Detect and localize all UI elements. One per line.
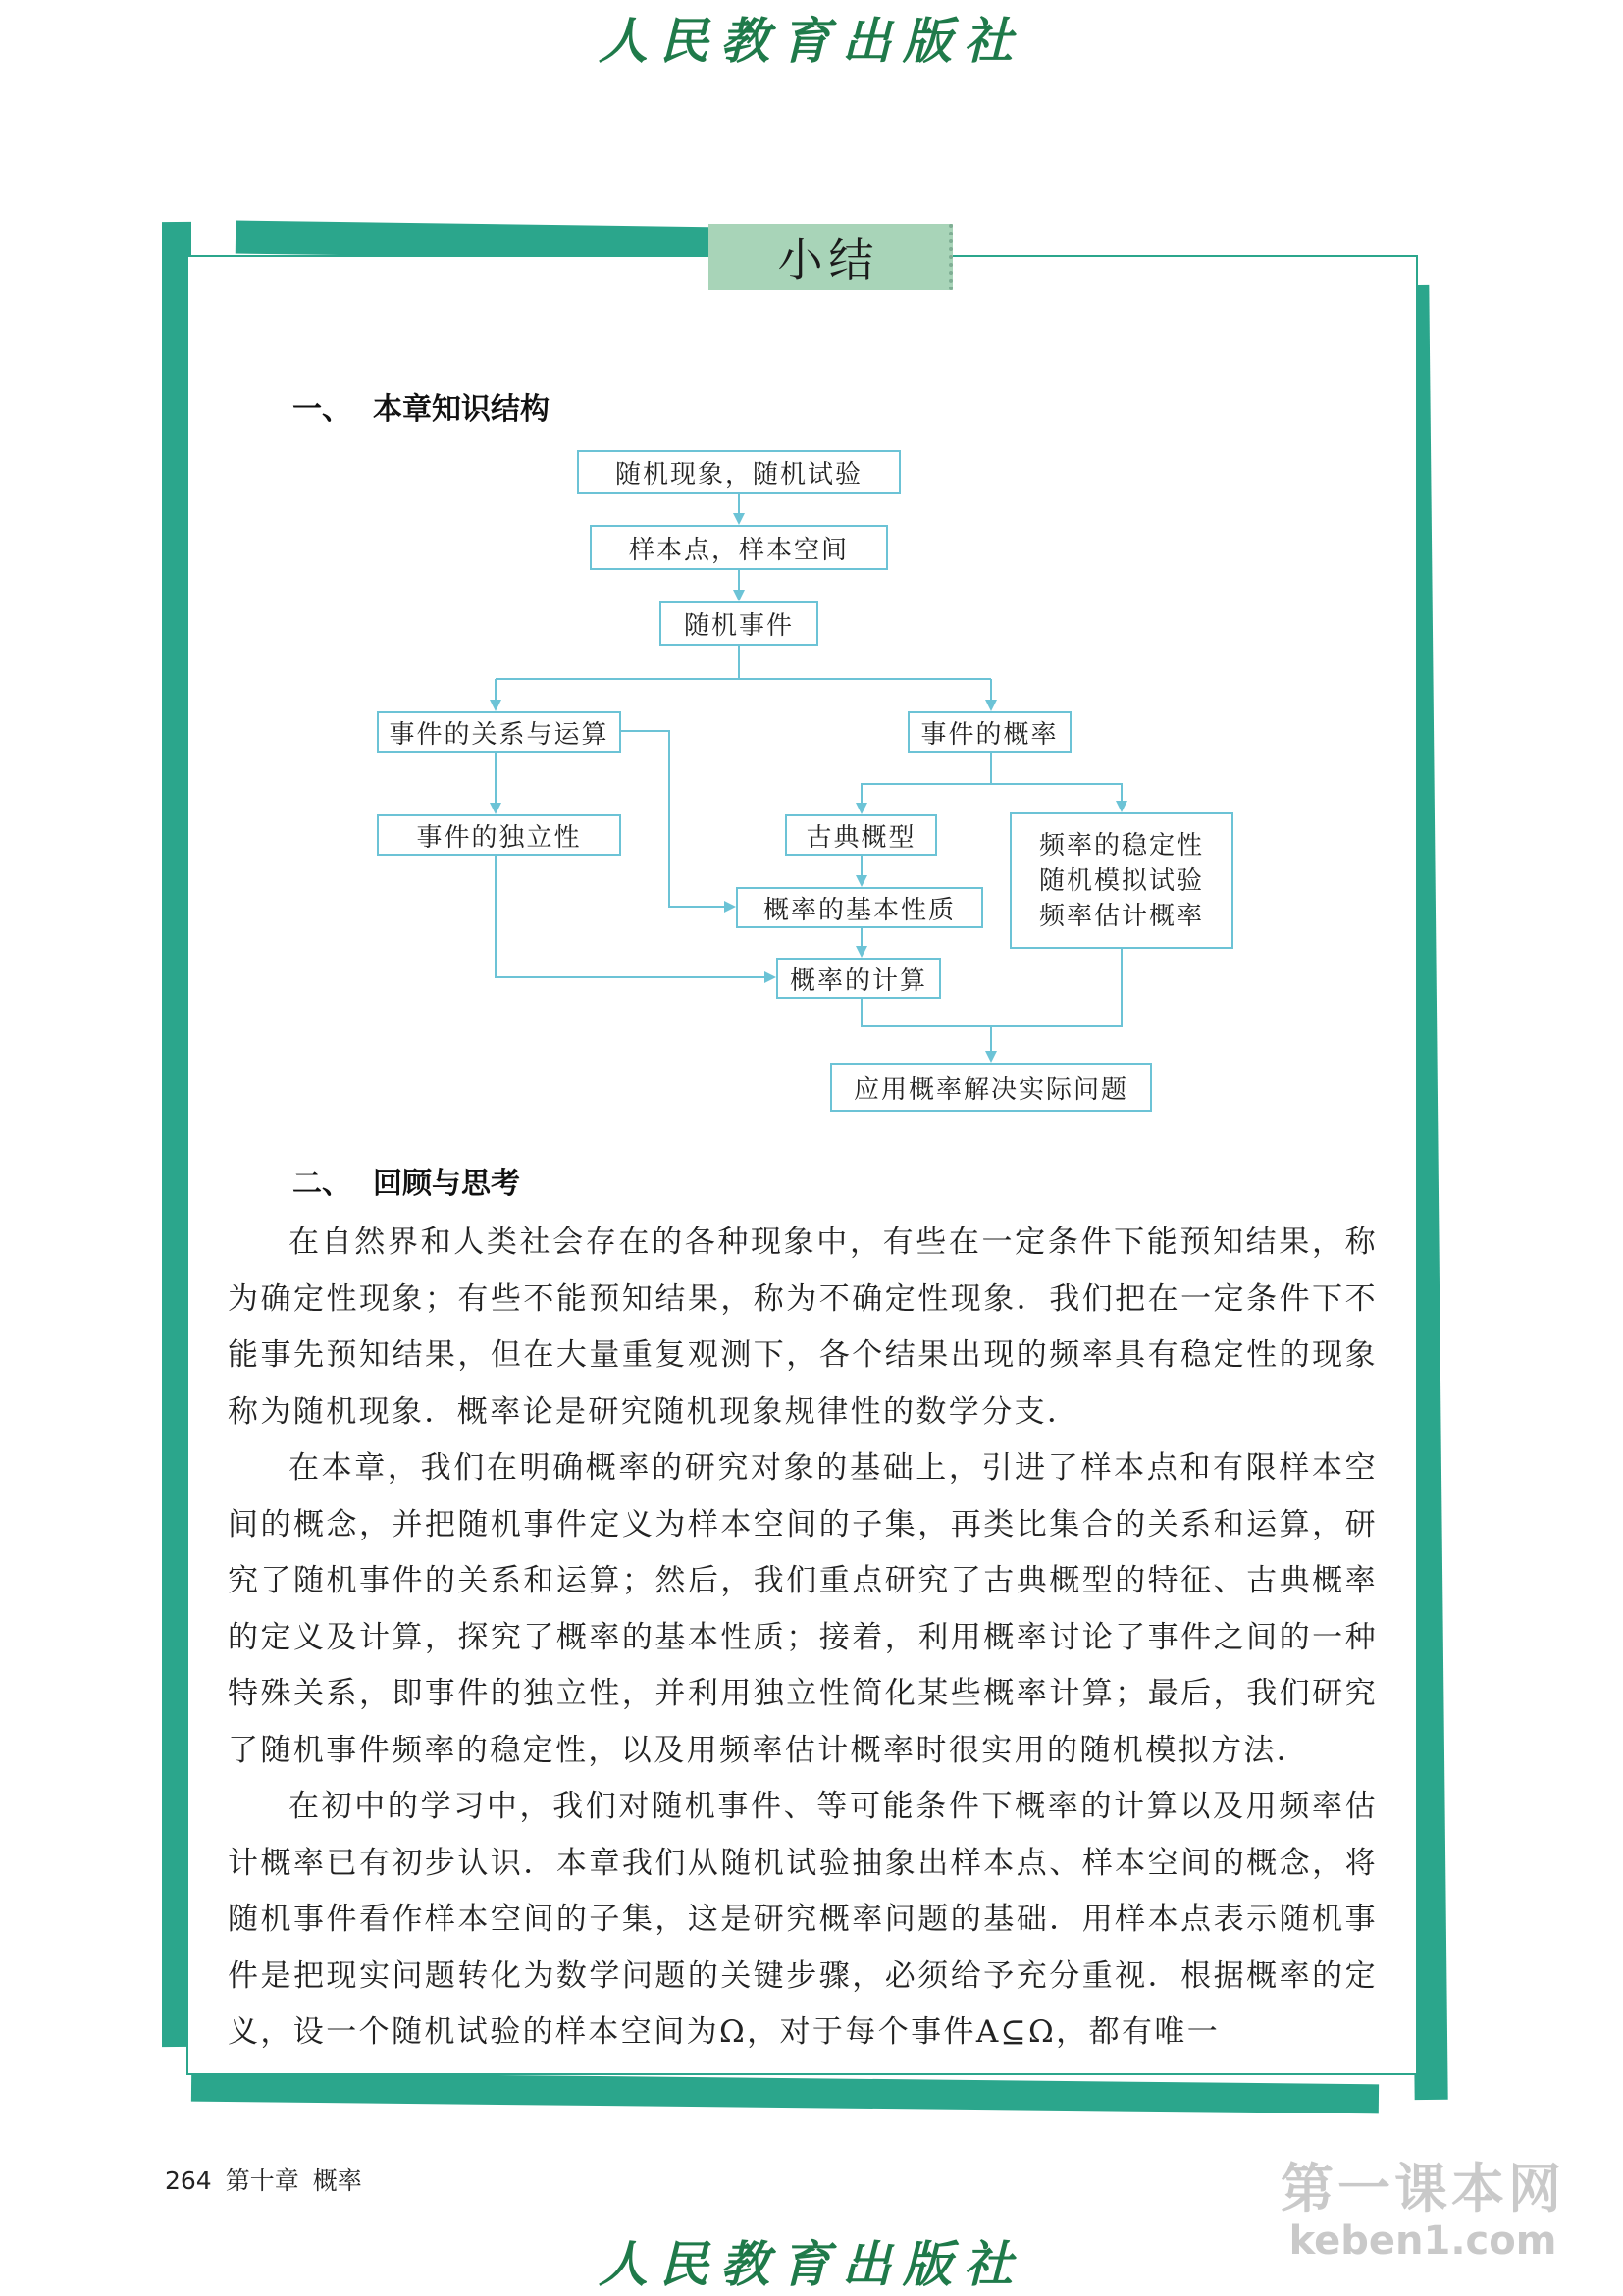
flow-box-line: 频率的稳定性	[1038, 830, 1204, 861]
flow-box-line: 频率估计概率	[1038, 901, 1204, 931]
paragraph: 在初中的学习中，我们对随机事件、等可能条件下概率的计算以及用频率估计概率已有初步认识．本章我们从随机试验抽象出样本点、样本空间的概念，将随机事件看作样本空间的子集，这是研究概率问题的基础．用样本点表示随机事件是把现实问题转化为数学问题的关键步骤，必须给予充分重视．根据概率的定义，设一个随机试验的样本空间为Ω，对于每个事件A⊆Ω，都有唯一	[228, 1789, 1378, 2050]
arrow-b4-b9	[621, 731, 734, 907]
flow-box-sample-space: 样本点，样本空间	[590, 525, 888, 570]
flow-box-random-event: 随机事件	[659, 601, 818, 646]
flow-box-basic-properties: 概率的基本性质	[736, 887, 983, 928]
page-footer	[165, 2162, 376, 2197]
flow-box-frequency-stability	[1010, 812, 1233, 949]
flow-box-probability-calculation: 概率的计算	[776, 958, 941, 999]
page-number: 264	[165, 2166, 212, 2195]
flow-box-application: 应用概率解决实际问题	[830, 1063, 1152, 1112]
page-title: 小结	[708, 224, 953, 290]
arrow-b5-b8	[991, 784, 1122, 810]
chapter-label: 第十章	[225, 2166, 299, 2195]
flow-box-classical-model: 古典概型	[785, 814, 937, 856]
chapter-topic: 概率	[312, 2166, 362, 2195]
paragraph: 在本章，我们在明确概率的研究对象的基础上，引进了样本点和有限样本空间的概念，并把随机事件定义为样本空间的子集，再类比集合的关系和运算，研究了随机事件的关系和运算；然后，我们重点研究了古典概型的特征、古典概率的定义及计算，探究了概率的基本性质；接着，利用概率讨论了事件之间的一种特殊关系，即事件的独立性，并利用独立性简化某些概率计算；最后，我们研究了随机事件频率的稳定性，以及用频率估计概率时很实用的随机模拟方法．	[228, 1450, 1378, 1768]
branch-b3	[496, 646, 739, 679]
flow-box-random-phenomenon: 随机现象，随机试验	[577, 450, 901, 494]
watermark-name: 第一课本网	[1281, 2158, 1565, 2219]
flow-box-event-probability: 事件的概率	[908, 711, 1072, 753]
arrow-b6-b10	[496, 856, 774, 977]
section-heading-review	[292, 1159, 520, 1202]
section-number: 一、	[292, 392, 351, 427]
section-title: 本章知识结构	[373, 392, 550, 427]
flow-box-independence: 事件的独立性	[377, 814, 621, 856]
section-number: 二、	[292, 1167, 351, 1201]
watermark-url: keben1.com	[1288, 2218, 1557, 2264]
publisher-footer: 人民教育出版社	[599, 2235, 1024, 2293]
section-title: 回顾与思考	[373, 1167, 520, 1201]
flow-box-line: 随机模拟试验	[1038, 865, 1204, 896]
arrow-b5-b7	[862, 753, 991, 812]
paragraph: 在自然界和人类社会存在的各种现象中，有些在一定条件下能预知结果，称为确定性现象；有些不能预知结果，称为不确定性现象．我们把在一定条件下不能事先预知结果，但在大量重复观测下，各个结果出现的频率具有稳定性的现象称为随机现象．概率论是研究随机现象规律性的数学分支．	[228, 1225, 1378, 1430]
flow-box-event-operations: 事件的关系与运算	[377, 711, 621, 753]
publisher-header: 人民教育出版社	[599, 12, 1024, 70]
merge-b10	[862, 999, 991, 1026]
review-text	[228, 1215, 1378, 2061]
